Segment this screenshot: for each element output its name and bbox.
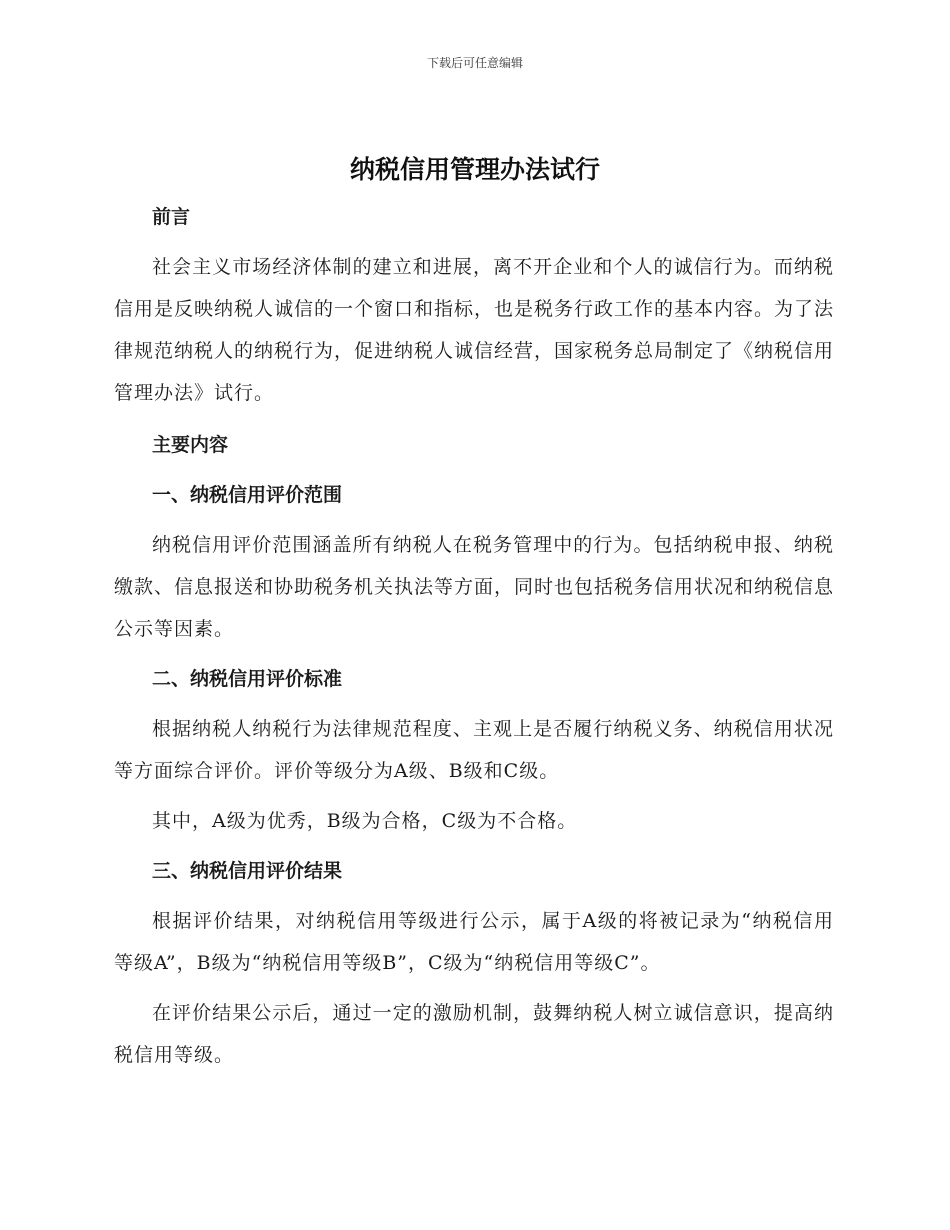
preface-paragraph: 社会主义市场经济体制的建立和进展，离不开企业和个人的诚信行为。而纳税信用是反映纳税人诚信的一个窗口和指标，也是税务行政工作的基本内容。为了法律规范纳税人的纳税行为，促进纳税人诚信经营，国家税务总局制定了《纳税信用管理办法》试行。 — [114, 256, 835, 404]
result-paragraph-2: 在评价结果公示后，通过一定的激励机制，鼓舞纳税人树立诚信意识，提高纳税信用等级。 — [114, 1002, 834, 1066]
scope-heading: 一、纳税信用评价范围 — [152, 484, 343, 506]
standard-paragraph-1: 根据纳税人纳税行为法律规范程度、主观上是否履行纳税义务、纳税信用状况等方面综合评价。评价等级分为A级、B级和C级。 — [114, 718, 834, 782]
scope-paragraph: 纳税信用评价范围涵盖所有纳税人在税务管理中的行为。包括纳税申报、纳税缴款、信息报送和协助税务机关执法等方面，同时也包括税务信用状况和纳税信息公示等因素。 — [114, 534, 835, 640]
preface-heading: 前言 — [152, 206, 191, 228]
header-note: 下载后可任意编辑 — [426, 56, 523, 70]
standard-heading: 二、纳税信用评价标准 — [152, 668, 343, 690]
document-title: 纳税信用管理办法试行 — [349, 155, 600, 184]
main-content-heading: 主要内容 — [152, 434, 229, 456]
result-paragraph-1: 根据评价结果，对纳税信用等级进行公示，属于A级的将被记录为“纳税信用等级A”，B级为“纳税信用等级B”，C级为“纳税信用等级C”。 — [114, 910, 834, 974]
document-body — [114, 196, 834, 1076]
result-heading: 三、纳税信用评价结果 — [152, 860, 343, 882]
standard-paragraph-2: 其中，A级为优秀，B级为合格，C级为不合格。 — [152, 810, 578, 832]
